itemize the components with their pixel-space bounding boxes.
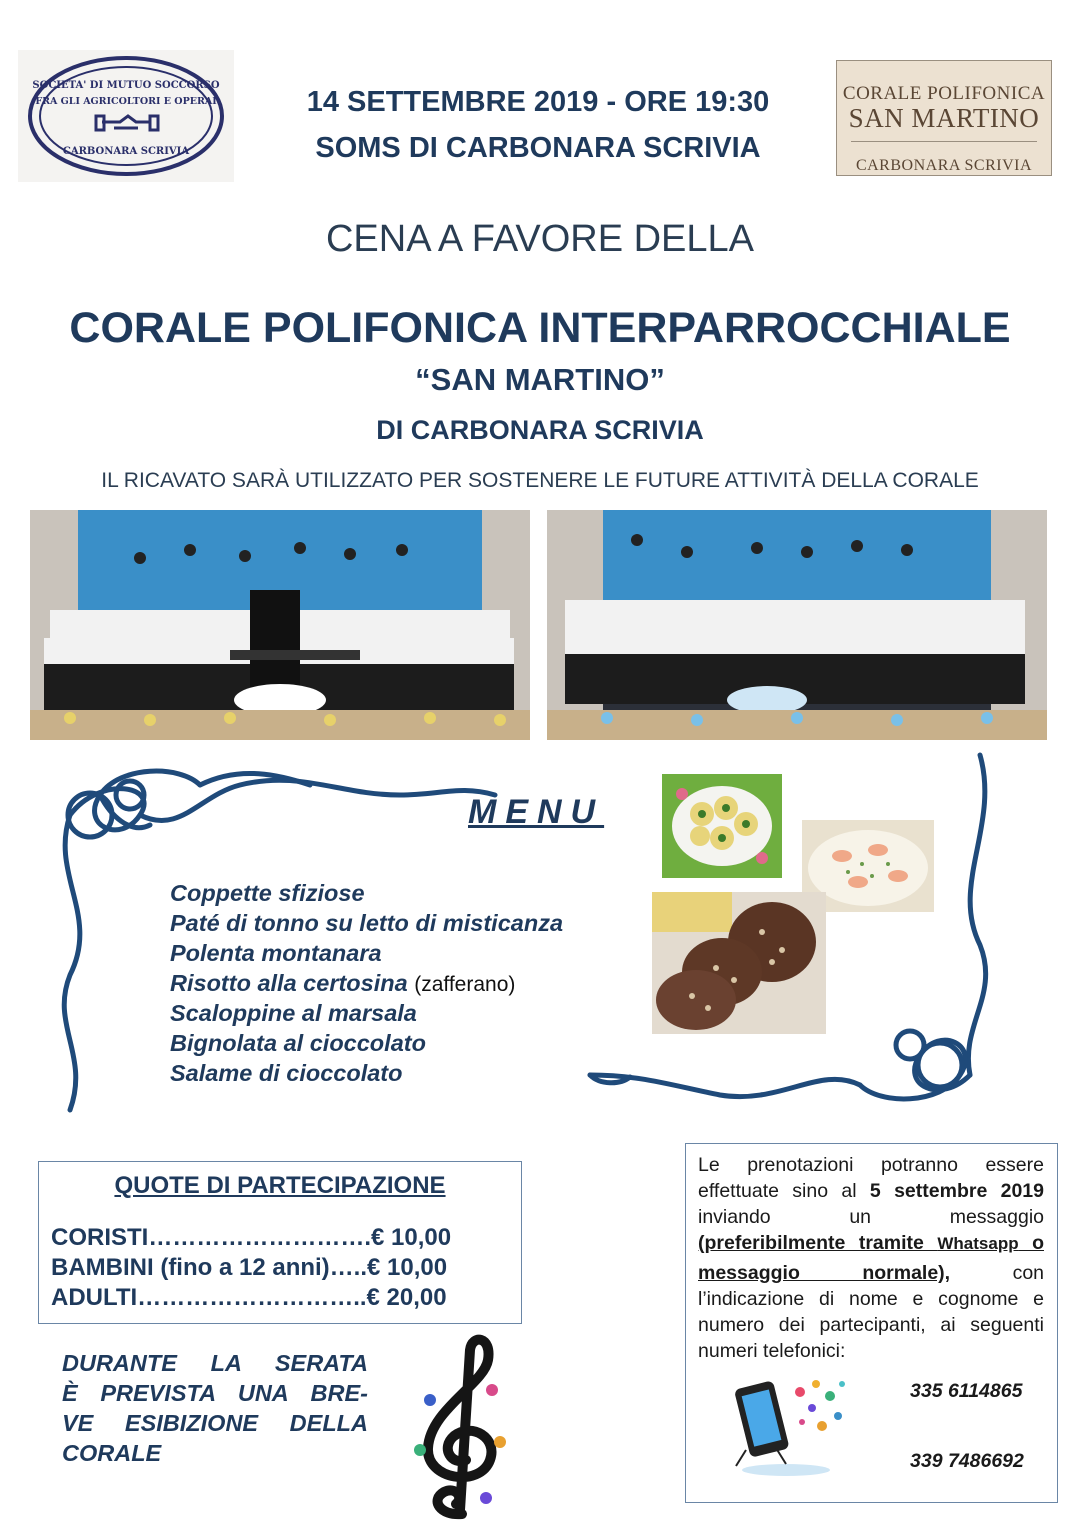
menu-item [170, 878, 563, 908]
food-photo-chocolate-salami [652, 892, 826, 1034]
event-purpose: IL RICAVATO SARÀ UTILIZZATO PER SOSTENERE LE FUTURE ATTIVITÀ DELLA CORALE [101, 469, 979, 492]
event-title: CORALE POLIFONICA INTERPARROCCHIALE [69, 304, 1011, 352]
booking-line-1: Le prenotazioni potranno essere [698, 1154, 1044, 1176]
menu-item [170, 968, 563, 998]
booking-line-2 [698, 1180, 1044, 1203]
corale-logo-line1: CORALE POLIFONICA [842, 83, 1046, 104]
event-subtitle: “SAN MARTINO” [415, 362, 665, 397]
menu-item [170, 908, 563, 938]
stamp-text-2: FRA GLI AGRICOLTORI E OPERAI [35, 96, 217, 107]
event-venue: SOMS DI CARBONARA SCRIVIA [315, 132, 761, 164]
booking-text: messaggio normale), [698, 1262, 951, 1284]
menu-item-label: Risotto alla certosina [170, 970, 408, 996]
stamp-text-1: SOCIETA' DI MUTUO SOCCORSO [32, 80, 220, 91]
booking-info-box [685, 1143, 1058, 1503]
participation-fees-box [38, 1161, 522, 1324]
corale-logo-line3: CARBONARA SCRIVIA [855, 157, 1033, 174]
booking-line-4 [698, 1232, 1044, 1255]
fees-title: QUOTE DI PARTECIPAZIONE [114, 1172, 446, 1199]
menu-item [170, 998, 563, 1028]
corale-logo-line2: SAN MARTINO [848, 103, 1040, 133]
menu-item-label: Paté di tonno su letto di misticanza [170, 910, 564, 936]
fee-row-coristi: CORISTI……………………….€ 10,00 [51, 1224, 452, 1251]
smartphone-icon [726, 1370, 854, 1480]
booking-text: con [950, 1262, 1045, 1284]
food-photo-starter [662, 774, 782, 878]
event-location: DI CARBONARA SCRIVIA [376, 415, 704, 445]
booking-line-5 [698, 1262, 1044, 1285]
booking-line-7: numero dei partecipanti, ai seguenti [698, 1314, 1044, 1336]
choir-photo-2 [547, 510, 1047, 740]
note-line: VE ESIBIZIONE DELLA [62, 1410, 368, 1436]
menu-item-label: Coppette sfiziose [170, 880, 365, 906]
booking-text: (preferibilmente tramite [698, 1232, 938, 1254]
fee-row-adulti: ADULTI………………………..€ 20,00 [51, 1284, 447, 1311]
evening-performance-note [62, 1348, 368, 1468]
menu-item-label: Salame di cioccolato [170, 1060, 403, 1086]
note-line: CORALE [62, 1440, 162, 1466]
booking-line-8: numeri telefonici: [698, 1340, 846, 1362]
menu-list [170, 878, 563, 1088]
corale-logo [836, 60, 1052, 176]
corale-logo-divider [851, 141, 1037, 142]
booking-line-6: l’indicazione di nome e cognome e [698, 1288, 1044, 1310]
menu-item-label: Scaloppine al marsala [170, 1000, 417, 1026]
booking-text: effettuate sino al [698, 1180, 870, 1202]
booking-whatsapp: Whatsapp [937, 1234, 1019, 1253]
note-line: DURANTE LA SERATA [62, 1350, 368, 1376]
phone-number-2[interactable]: 339 7486692 [910, 1450, 1024, 1472]
booking-line-3: inviando un messaggio [698, 1206, 1044, 1228]
phone-number-1[interactable]: 335 6114865 [910, 1380, 1023, 1402]
choir-photo-1 [30, 510, 530, 740]
soms-stamp-logo [18, 50, 234, 182]
menu-item-note: (zafferano) [414, 973, 516, 996]
event-intro: CENA A FAVORE DELLA [325, 218, 755, 260]
menu-item [170, 1028, 563, 1058]
menu-item [170, 938, 563, 968]
menu-item [170, 1058, 563, 1088]
booking-text: o [1018, 1232, 1044, 1254]
booking-deadline: 5 settembre 2019 [869, 1180, 1044, 1202]
fee-row-bambini: BAMBINI (fino a 12 anni)…..€ 10,00 [51, 1254, 448, 1281]
stamp-text-3: CARBONARA SCRIVIA [62, 146, 190, 157]
menu-item-label: Bignolata al cioccolato [170, 1030, 426, 1056]
handshake-icon [96, 116, 158, 130]
treble-clef-icon [400, 1330, 518, 1520]
note-line: È PREVISTA UNA BRE- [62, 1380, 368, 1406]
menu-title: MENU [468, 793, 605, 831]
event-date: 14 SETTEMBRE 2019 - ORE 19:30 [306, 86, 770, 118]
menu-item-label: Polenta montanara [170, 940, 382, 966]
